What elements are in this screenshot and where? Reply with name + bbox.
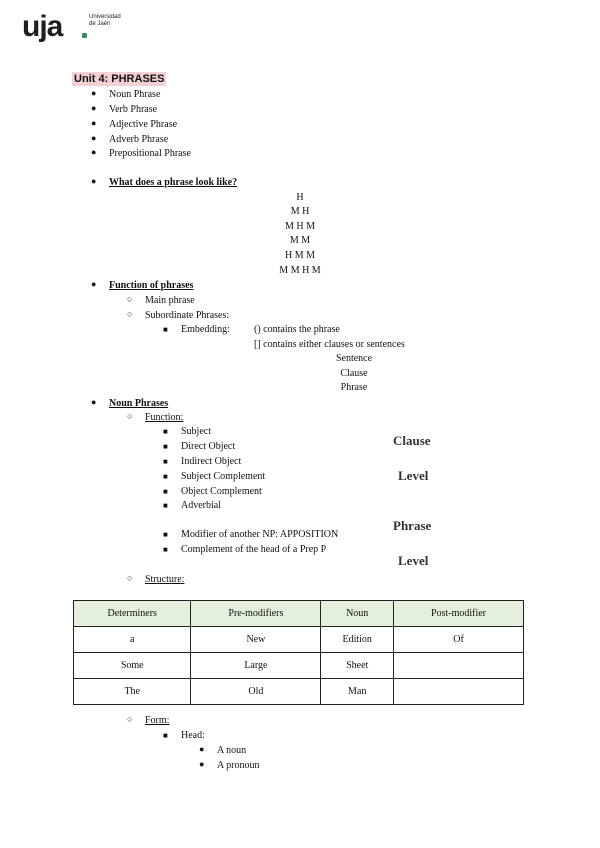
list-item: Adverbial xyxy=(181,500,221,511)
square-bullet-icon: ■ xyxy=(163,325,168,334)
list-item: Adverb Phrase xyxy=(109,134,169,145)
logo-line-2: de Jaén xyxy=(89,21,111,27)
bullet-icon: ● xyxy=(199,759,205,769)
circle-bullet-icon: ○ xyxy=(127,573,133,583)
bullet-icon: ● xyxy=(91,103,97,113)
circle-bullet-icon: ○ xyxy=(127,411,133,421)
table-header-row xyxy=(74,601,524,627)
bullet-icon: ● xyxy=(91,133,97,143)
table-header-cell: Determiners xyxy=(74,601,191,627)
table-cell: Old xyxy=(191,679,321,705)
list-item: Indirect Object xyxy=(181,456,242,467)
list-item: Direct Object xyxy=(181,441,236,452)
shape-line: M H xyxy=(290,206,310,217)
square-bullet-icon: ■ xyxy=(163,442,168,451)
square-bullet-icon: ■ xyxy=(163,427,168,436)
square-bullet-icon: ■ xyxy=(163,530,168,539)
table-cell: Some xyxy=(74,653,191,679)
bullet-icon: ● xyxy=(91,279,97,289)
form-label: Form: xyxy=(145,715,170,726)
table-row xyxy=(74,679,524,705)
function-label: Function: xyxy=(145,412,184,423)
list-item: Object Complement xyxy=(181,486,262,497)
head-label: Head: xyxy=(181,730,205,741)
square-bullet-icon: ■ xyxy=(163,731,168,740)
table-cell: Man xyxy=(321,679,394,705)
table-cell: Sheet xyxy=(321,653,394,679)
list-item: Modifier of another NP: APPOSITION xyxy=(181,529,339,540)
clause-level-word-2: Level xyxy=(398,468,429,483)
university-logo: uja xyxy=(22,10,63,43)
list-item: Verb Phrase xyxy=(109,104,158,115)
phrase-level-word-1: Phrase xyxy=(393,518,432,533)
table-cell: The xyxy=(74,679,191,705)
square-bullet-icon: ■ xyxy=(163,487,168,496)
structure-label: Structure: xyxy=(145,574,185,585)
list-item: Subject Complement xyxy=(181,471,266,482)
structure-table xyxy=(73,600,524,705)
square-bullet-icon: ■ xyxy=(163,457,168,466)
circle-bullet-icon: ○ xyxy=(127,714,133,724)
list-item: A pronoun xyxy=(217,760,260,771)
shape-line: H xyxy=(296,192,304,203)
bullet-icon: ● xyxy=(91,147,97,157)
bullet-icon: ● xyxy=(199,744,205,754)
shape-line: M H M xyxy=(284,221,315,232)
square-bullet-icon: ■ xyxy=(163,545,168,554)
logo-text xyxy=(89,14,121,28)
level-label: Clause xyxy=(340,368,368,379)
table-cell xyxy=(394,679,524,705)
table-cell: New xyxy=(191,627,321,653)
logo-dot-icon xyxy=(82,33,87,38)
list-item: A noun xyxy=(217,745,247,756)
table-header-cell: Noun xyxy=(321,601,394,627)
shape-line: M M xyxy=(289,235,311,246)
circle-bullet-icon: ○ xyxy=(127,294,133,304)
bullet-icon: ● xyxy=(91,176,97,186)
list-item: Adjective Phrase xyxy=(109,119,178,130)
table-header-cell: Post-modifier xyxy=(394,601,524,627)
section-heading-noun-phrases: Noun Phrases xyxy=(109,398,169,409)
table-header-cell: Pre-modifiers xyxy=(191,601,321,627)
bullet-icon: ● xyxy=(91,397,97,407)
square-bullet-icon: ■ xyxy=(163,472,168,481)
table-row xyxy=(74,627,524,653)
table-cell: Of xyxy=(394,627,524,653)
table-cell: Large xyxy=(191,653,321,679)
bracket-note: [] contains either clauses or sentences xyxy=(254,339,405,350)
level-label: Phrase xyxy=(340,382,368,393)
page-title: Unit 4: PHRASES xyxy=(74,73,165,85)
list-item: Complement of the head of a Prep P xyxy=(181,544,327,555)
paren-note: () contains the phrase xyxy=(254,324,340,335)
shape-line: M M H M xyxy=(279,265,321,276)
square-bullet-icon: ■ xyxy=(163,501,168,510)
table-cell xyxy=(394,653,524,679)
list-item: Noun Phrase xyxy=(109,89,161,100)
clause-level-word-1: Clause xyxy=(393,433,431,448)
list-item: Subject xyxy=(181,426,211,437)
table-cell: Edition xyxy=(321,627,394,653)
level-label: Sentence xyxy=(335,353,373,364)
logo-line-1: Universidad xyxy=(89,14,121,20)
bullet-icon: ● xyxy=(91,118,97,128)
table-row xyxy=(74,653,524,679)
bullet-icon: ● xyxy=(91,88,97,98)
list-item: Subordinate Phrases: xyxy=(145,310,230,321)
embedding-label: Embedding: xyxy=(181,324,230,335)
circle-bullet-icon: ○ xyxy=(127,309,133,319)
shape-line: H M M xyxy=(284,250,315,261)
table-cell: a xyxy=(74,627,191,653)
phrase-level-word-2: Level xyxy=(398,553,429,568)
list-item: Prepositional Phrase xyxy=(109,148,191,159)
section-heading-function: Function of phrases xyxy=(109,280,194,291)
list-item: Main phrase xyxy=(145,295,195,306)
section-heading-shape: What does a phrase look like? xyxy=(109,177,238,188)
